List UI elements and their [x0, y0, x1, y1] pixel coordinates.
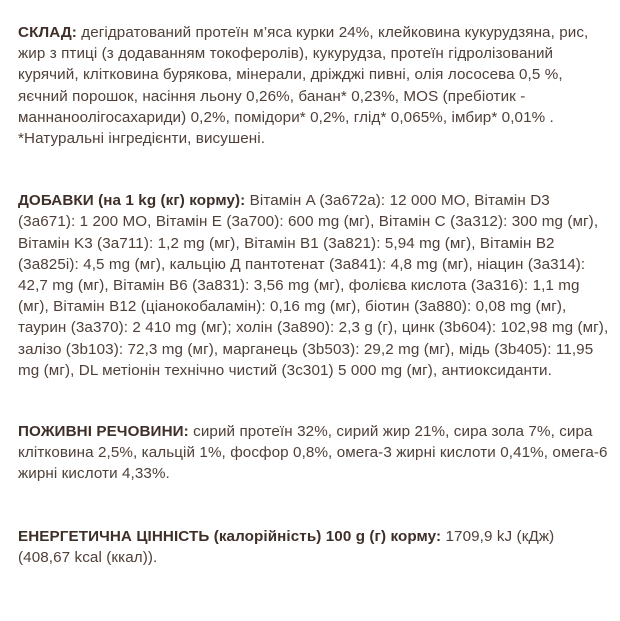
- energy-text: 1709,9 kJ (кДж) (408,67 kcal (ккал)).: [18, 527, 555, 566]
- composition-section: [18, 22, 610, 149]
- composition-heading: СКЛАД:: [18, 24, 77, 41]
- additives-text: Вітамін A (3a672a): 12 000 МО, Вітамін D3 (3a671): 1 200 МО, Вітамін E (3a700): 600 mg (мг), Вітамін C (3a312): 300 mg (мг), Вітамін K3 (3a711): 1,2 mg (мг), Вітамін B1 (3a821): 5,94 mg (мг), Вітамін B2 (3a825i): 4,5 mg (мг), кальцію Д пантотенат (3a841): 4,8 mg (мг), ніацин (3a314): 42,7 mg (мг), Вітамін B6 (3a831): 3,56 mg (мг), фолієва кислота (3a316): 1,1 mg (мг), Вітамін B12 (ціанокобаламін): 0,16 mg (мг), біотин (3a880): 0,08 mg (мг), таурин (3a370): 2 410 mg (мг); холін (3a890): 2,3 g (г), цинк (3b604): 102,98 mg (мг), залізо (3b103): 72,3 mg (мг), марганець (3b503): 29,2 mg (мг), мідь (3b405): 11,95 mg (мг), DL метіонін технічно чистий (3c301) 5 000 mg (мг), антиоксиданти.: [18, 192, 609, 379]
- energy-section: [18, 526, 610, 568]
- additives-heading: ДОБАВКИ (на 1 kg (кг) корму):: [18, 192, 246, 210]
- section-spacer: [18, 381, 610, 421]
- composition-text: дегідратований протеїн м’яса курки 24%, клейковина кукурудзяна, рис, жир з птиці (з додаванням токоферолів), кукурудза, протеїн гідролізований курячий, клітковина бурякова, мінерали, дріжджі пивні, олія лососева 0,5 %, яєчний порошок, насіння льону 0,26%, банан* 0,23%, MOS (пребіотик - маннаноолігосахариди) 0,2%, помідори* 0,2%, глід* 0,065%, імбир* 0,01% . *Натуральні інгредієнти, висушені.: [18, 24, 589, 148]
- nutrients-section: [18, 421, 610, 485]
- nutrients-text: сирий протеїн 32%, сирий жир 21%, сира зола 7%, сира клітковина 2,5%, кальцій 1%, фосфор 0,8%, омега-3 жирні кислоти 0,41%, омега-6 жирні кислоти 4,33%.: [18, 423, 608, 483]
- energy-heading: ЕНЕРГЕТИЧНА ЦІННІСТЬ (калорійність) 100 g (г) корму:: [18, 527, 442, 545]
- ingredients-document: [18, 22, 610, 568]
- additives-section: [18, 190, 610, 381]
- nutrients-heading: ПОЖИВНІ РЕЧОВИНИ:: [18, 423, 189, 441]
- section-spacer: [18, 485, 610, 526]
- section-spacer: [18, 149, 610, 190]
